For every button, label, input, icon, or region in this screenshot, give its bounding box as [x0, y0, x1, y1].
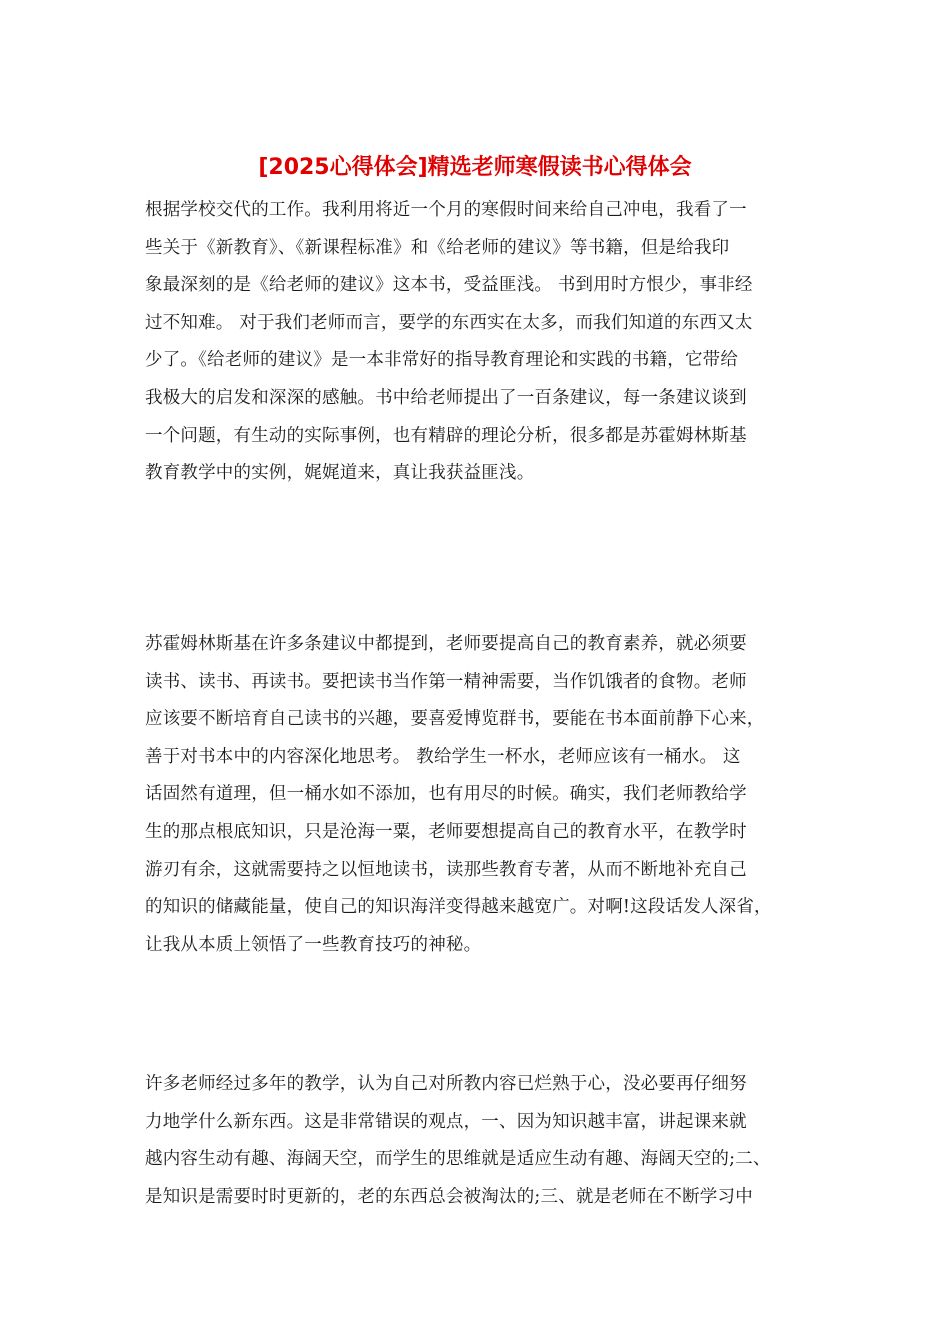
paragraph-line: 生的那点根底知识，只是沧海一粟，老师要想提高自己的教育水平，在教学时 [145, 821, 747, 842]
paragraph-line: 根据学校交代的工作。我利用将近一个月的寒假时间来给自己冲电，我看了一 [145, 200, 747, 220]
paragraph-line: 象最深刻的是《给老师的建议》这本书，受益匪浅。 书到用时方恨少，事非经 [145, 275, 753, 296]
paragraph-line: 些关于《新教育》、《新课程标准》和《给老师的建议》等书籍，但是给我印 [145, 237, 730, 258]
paragraph-line: 话固然有道理，但一桶水如不添加，也有用尽的时候。确实，我们老师教给学 [145, 784, 747, 805]
paragraph-2 [145, 626, 825, 964]
paragraph-line: 善于对书本中的内容深化地思考。 教给学生一杯水，老师应该有一桶水。 这 [145, 746, 741, 767]
paragraph-line: 少了。《给老师的建议》是一本非常好的指导教育理论和实践的书籍，它带给 [145, 350, 739, 371]
paragraph-line: 教育教学中的实例，娓娓道来，真让我获益匪浅。 [145, 463, 535, 484]
paragraph-1 [145, 192, 825, 493]
paragraph-3 [145, 1066, 825, 1216]
paragraph-line: 让我从本质上领悟了一些教育技巧的神秘。 [145, 934, 482, 955]
paragraph-line: 力地学什么新东西。这是非常错误的观点，一、因为知识越丰富，讲起课来就 [145, 1111, 747, 1132]
paragraph-line: 我极大的启发和深深的感触。书中给老师提出了一百条建议，每一条建议谈到 [145, 387, 747, 408]
paragraph-line: 许多老师经过多年的教学，认为自己对所教内容已烂熟于心，没必要再仔细努 [145, 1074, 747, 1094]
paragraph-line: 的知识的储藏能量，使自己的知识海洋变得越来越宽广。对啊!这段话发人深省， [145, 897, 772, 918]
paragraph-line: 过不知难。 对于我们老师而言，要学的东西实在太多，而我们知道的东西又太 [145, 312, 753, 333]
paragraph-line: 苏霍姆林斯基在许多条建议中都提到，老师要提高自己的教育素养，就必须要 [145, 634, 747, 654]
paragraph-line: 读书、读书、再读书。要把读书当作第一精神需要，当作饥饿者的食物。老师 [145, 671, 747, 692]
paragraph-line: 越内容生动有趣、海阔天空，而学生的思维就是适应生动有趣、海阔天空的;二、 [145, 1149, 771, 1170]
paragraph-line: 是知识是需要时时更新的，老的东西总会被淘汰的;三、就是老师在不断学习中 [145, 1186, 753, 1207]
document-title: [2025心得体会]精选老师寒假读书心得体会 [258, 155, 692, 180]
paragraph-line: 应该要不断培育自己读书的兴趣，要喜爱博览群书，要能在书本面前静下心来， [145, 709, 765, 730]
paragraph-line: 游刃有余，这就需要持之以恒地读书，读那些教育专著，从而不断地补充自己 [145, 859, 747, 880]
paragraph-line: 一个问题，有生动的实际事例，也有精辟的理论分析，很多都是苏霍姆林斯基 [145, 425, 747, 446]
